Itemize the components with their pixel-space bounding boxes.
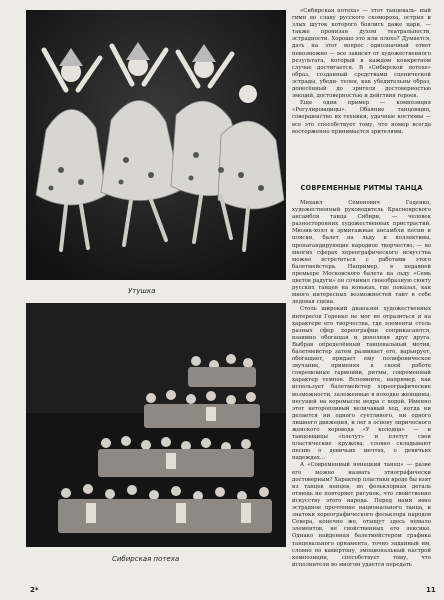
paragraph: А «Современный ненецкий танец» — разве его можно назвать этнографически достоверным? Характер пластики вроде бы взят из танцев ненцев, но фольклорная деталь отнюдь не повторяет рисунок, что свойственно искусству этого народа. Перед нами явно эстрадное прочтение национального танца, и знатоки хореографического фольклора народов Севера, конечно же, отыщут здесь немало элементов, не свойственных его лексике. Однако найденная балетмейстером графика танцевального орнамента, точно заданный им, словно по камертону, эмоциональный настрой композиции, способствует тому, что исполнители во многом удается передать bbox=[292, 462, 431, 568]
photo-ensemble-sibirskaya-potekha bbox=[26, 303, 286, 547]
paragraph: Столь широкий диапазон художественных интересов Годенко не мог не отразиться и на характере его творчества, где элементы столь разных сфер хореографии соприкасаются, взаимно обогащая и дополняя друг друга. Выбрав определённый танцевальный мотив, балетмейстер затем развивает его, варьирует, обогащает, придает ему полифоническое звучание, применяя в своей работе современные гармонии, ритмы, современный характер темпов. Вспомните, например, как использует балетмейстер хореографические возможности, заложенные в походке женщины, несущей на коромысле ведра с водой. Именно этот неторопливый величавый ход, когда ни делается ни одного суетливого, ни одного лишнего движения, и лег в основу лирического женского хоровода «У колодца» — и танцовщицы «плетут» и плетут свои пластические кружева, словно складывают песню о девичьих мечтах, о девичьих надеждах... bbox=[292, 306, 431, 462]
article-column-bottom bbox=[292, 200, 431, 592]
paragraph: Еще один пример — композиция «Регулировщицы». Обаяние танцовщиц, совершенство их техники, удачные костюмы — все это способствует тому, что номер всегда восторженно принимается зрителями. bbox=[292, 100, 431, 135]
photo-ensemble-illustration bbox=[26, 303, 286, 547]
article-column-top bbox=[292, 8, 431, 168]
page-number-right: 11 bbox=[426, 586, 436, 594]
caption-photo1: Утушка bbox=[128, 287, 156, 295]
photo-dancers-utushka bbox=[26, 10, 286, 280]
page-number-left: 2* bbox=[30, 586, 39, 594]
caption-photo2: Сибирская потеха bbox=[112, 555, 180, 563]
section-heading: СОВРЕМЕННЫЕ РИТМЫ ТАНЦА bbox=[300, 184, 423, 192]
paragraph: Михаил Семенович Годенко, художественный руководитель Красноярского ансамбля танца Сибири, — человек разносторонних художественных пристрастий. Мюзик-холл и эрмитажные ансамбли песни и пляски, балет на льду и коллективы, пропагандирующие народное творчество, — во многих сферах хореографического искусства можно встретиться с работами этого балетмейстера. Например, в недавней премьере Московского балета на льду «Семь цветов радуги» он сочинил своеобразную сюиту русских танцев на коньках, где показал, как много интересных возможностей таит в себе ледовая сцена. bbox=[292, 200, 431, 306]
photo-dancers-illustration bbox=[26, 10, 286, 280]
paragraph: «Сибирская потеха» — этот танцеваль- ный гимн во славу русского скомороха, острых и злых шуток которого боялись даже цари, — также пронизан духом театральности, эстрадности. Хорошо это или плохо? Думается, дать на этот вопрос однозначный ответ невозможно — все зависит от художественного результата, который в каждом конкретном случае достигается. В «Сибирской потехе» образ, созданный средствами сценической эстрады, убеди- телен, как убедительны образ, донесённый до зрителя достоверностью эмоций, достоверностью и действия героев. bbox=[292, 8, 431, 100]
